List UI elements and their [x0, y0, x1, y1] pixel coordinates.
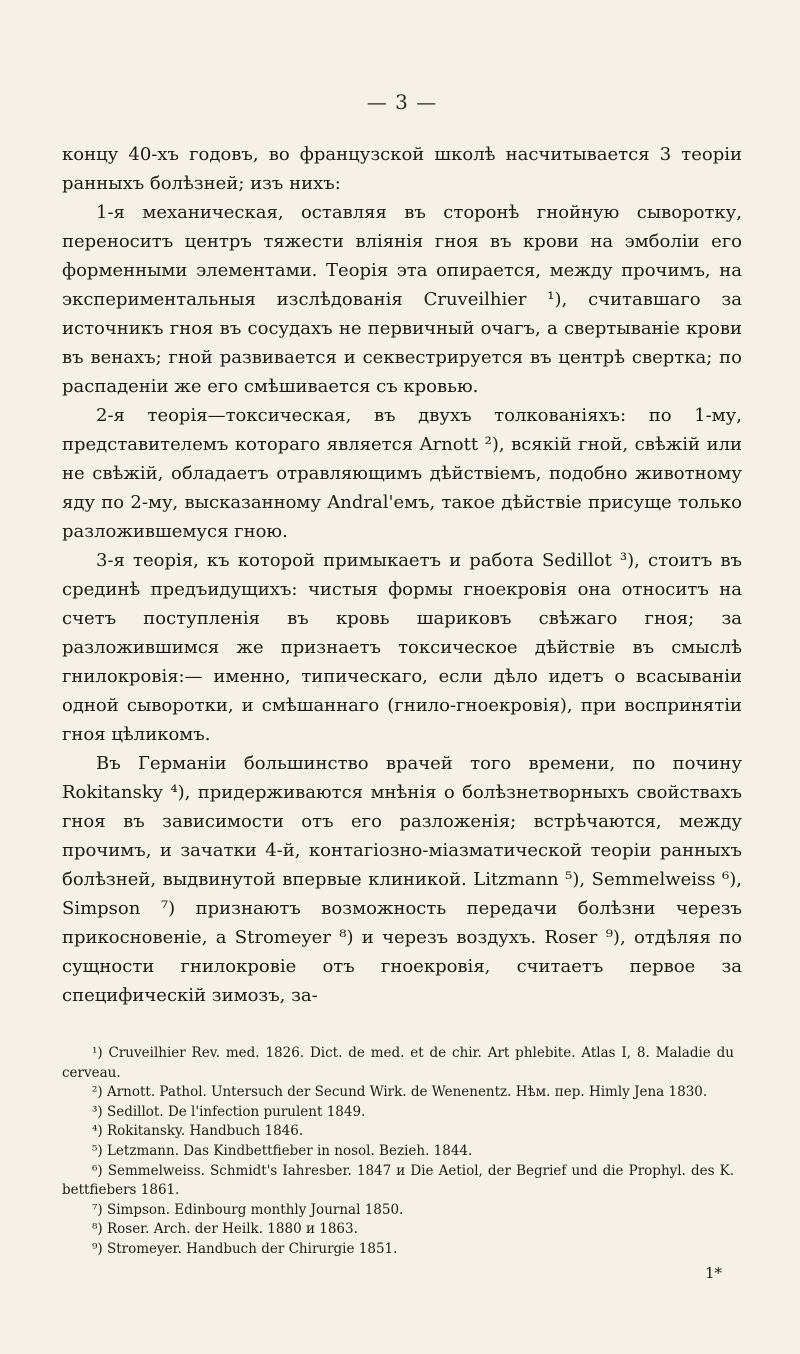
footnote-9: ⁹) Stromeyer. Handbuch der Chirurgie 1851.: [92, 1240, 398, 1257]
paragraph-germany: Въ Германіи большинство врачей того времени, по почину Rokitansky ⁴), придерживаются мнѣнія о болѣзнетворныхъ свойствахъ гноя въ зависимости отъ его разложенія; встрѣчаются, между прочимъ, и зачатки 4-й, контагіозно-міазматической теоріи ранныхъ болѣзней, выдвинутой впервые клиникой. Litzmann ⁵), Semmelweiss ⁶), Simpson ⁷) признаютъ возможность передачи болѣзни черезъ прикосновеніе, а Stromeyer ⁸) и черезъ воздухъ. Roser ⁹), отдѣляя по сущности гнилокровіе отъ гноекровія, считаетъ первое за специфическій зимозъ, за-: [62, 753, 742, 1006]
footnote-1: ¹) Cruveilhier Rev. med. 1826. Dict. de med. et de chir. Art phlebite. Atlas I, 8. Maladie du cerveau.: [62, 1045, 734, 1081]
paragraph-intro: концу 40-хъ годовъ, во французской школѣ насчитывается 3 теоріи ранныхъ болѣзней; изъ нихъ:: [62, 144, 742, 194]
footnote-2: ²) Arnott. Pathol. Untersuch der Secund Wirk. de Wenenentz. Нѣм. пер. Himly Jena 1830.: [92, 1084, 708, 1101]
footnote-8: ⁸) Roser. Arch. der Heilk. 1880 и 1863.: [92, 1221, 358, 1238]
paragraph-theory-1: 1-я механическая, оставляя въ сторонѣ гнойную сыворотку, переноситъ центръ тяжести вліянія гноя въ крови на эмболіи его форменными элементами. Теорія эта опирается, между прочимъ, на экспериментальныя изслѣдованія Cruveilhier ¹), считавшаго за источникъ гноя въ сосудахъ не первичный очагъ, а свертываніе крови въ венахъ; гной развивается и секвестрируется въ центрѣ свертка; по распаденіи же его смѣшивается съ кровью.: [62, 202, 742, 397]
footnote-3: ³) Sedillot. De l'infection purulent 1849.: [92, 1103, 366, 1120]
footnote-5: ⁵) Letzmann. Das Kindbettfieber in nosol. Beziеh. 1844.: [92, 1142, 473, 1159]
paragraph-theory-2: 2-я теорія—токсическая, въ двухъ толкованіяхъ: по 1-му, представителемъ котораго является Arnott ²), всякій гной, свѣжій или не свѣжій, обладаетъ отравляющимъ дѣйствіемъ, подобно животному яду по 2-му, высказанному Andral'емъ, такое дѣйствіе присуще только разложившемуся гною.: [62, 405, 742, 542]
footnote-6: ⁶) Semmelweiss. Schmidt's Iahresber. 1847 и Die Aetiol, der Begrief und die Prophyl. des K. bettfiebers 1861.: [62, 1162, 734, 1199]
footnote-7: ⁷) Simpson. Edinbourg monthly Journal 1850.: [92, 1201, 404, 1218]
page-number: — 3 —: [366, 90, 438, 114]
body-text: [62, 140, 742, 1010]
footnotes: [62, 1044, 742, 1260]
paragraph-theory-3: 3-я теорія, къ которой примыкаетъ и работа Sedillot ³), стоитъ въ срединѣ предъидущихъ: чистыя формы гноекровія она относитъ на счетъ поступленія въ кровь шариковъ свѣжаго гноя; за разложившимся же признаетъ токсическое дѣйствіе въ смыслѣ гнилокровія:— именно, типическаго, если дѣло идетъ о всасываніи одной сыворотки, и смѣшаннаго (гнило-гноекровія), при воспринятіи гноя цѣликомъ.: [62, 550, 742, 745]
footnote-4: ⁴) Rokitansky. Handbuch 1846.: [92, 1123, 304, 1140]
signature-mark: 1*: [704, 1263, 722, 1282]
